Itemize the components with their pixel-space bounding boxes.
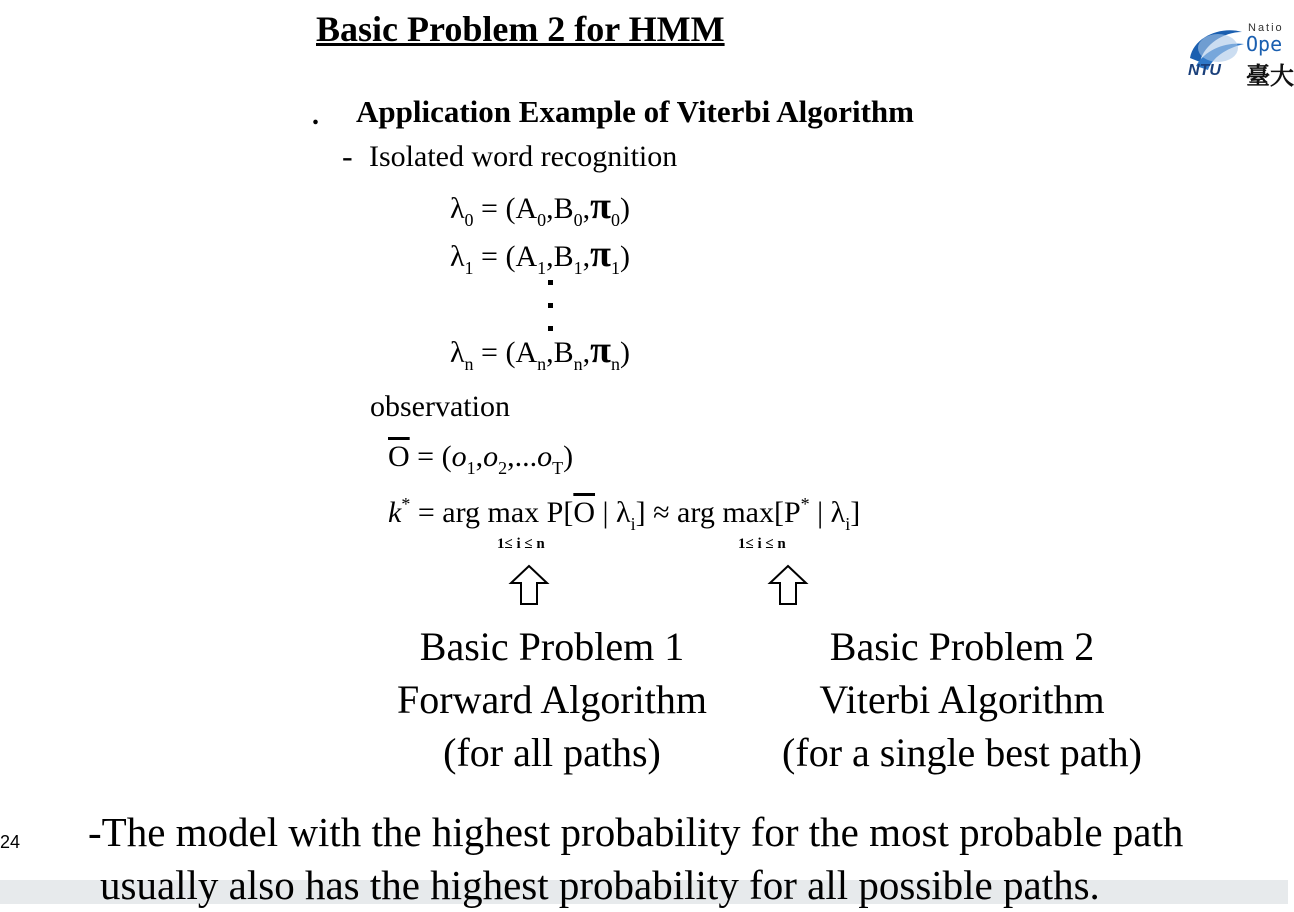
problem-2-algorithm: Viterbi Algorithm: [819, 677, 1105, 722]
argmax-range-1: 1≤ i ≤ n: [497, 536, 545, 552]
application-heading: Application Example of Viterbi Algorithm: [356, 94, 914, 129]
model-equation-1: $\lambda_1 = (A_1,B_1,\pi_1)$: [450, 233, 630, 278]
model-equation-n: $\lambda_n = (A_n,B_n,\pi_n)$: [450, 329, 630, 374]
argmax-equation: k* = arg $\max P[\overline{O}$ | $\lambda_i$] ≈ arg max[P* | $\lambda_i$]: [388, 494, 861, 534]
slide-title: Basic Problem 2 for HMM: [316, 9, 725, 49]
problem-1-title: Basic Problem 1: [419, 624, 685, 669]
page-number: 24: [0, 832, 21, 852]
logo-open-text: Ope: [1246, 32, 1283, 56]
problem-1-note: (for all paths): [443, 730, 661, 775]
model-equation-0: $\lambda_0 = (A_0,B_0,\pi_0)$: [450, 185, 630, 230]
logo-ntu-text: NTU: [1188, 62, 1221, 79]
dash-marker: -: [342, 138, 353, 174]
argmax-range-2: 1≤ i ≤ n: [738, 536, 786, 552]
observation-label: observation: [370, 390, 510, 423]
problem-2-note: (for a single best path): [782, 730, 1142, 775]
conclusion-line-2: usually also has the highest probability for all possible paths.: [100, 862, 1100, 908]
logo-chinese-text: 臺大: [1246, 62, 1294, 90]
up-arrow-icon: [766, 563, 810, 607]
observation-equation: $\overline{O} = (o_1,o_2,...o_T)$: [388, 440, 574, 478]
up-arrow-icon: [507, 563, 551, 607]
logo-national-text: Natio: [1248, 22, 1284, 34]
bullet-marker: .: [312, 100, 319, 131]
isolated-word-recognition: Isolated word recognition: [369, 140, 678, 173]
problem-1-block: [372, 620, 732, 779]
problem-1-algorithm: Forward Algorithm: [397, 677, 707, 722]
problem-2-title: Basic Problem 2: [829, 624, 1095, 669]
conclusion-text: [88, 806, 1183, 912]
problem-2-block: [752, 620, 1172, 779]
conclusion-line-1: -The model with the highest probability for the most probable path: [88, 809, 1184, 855]
